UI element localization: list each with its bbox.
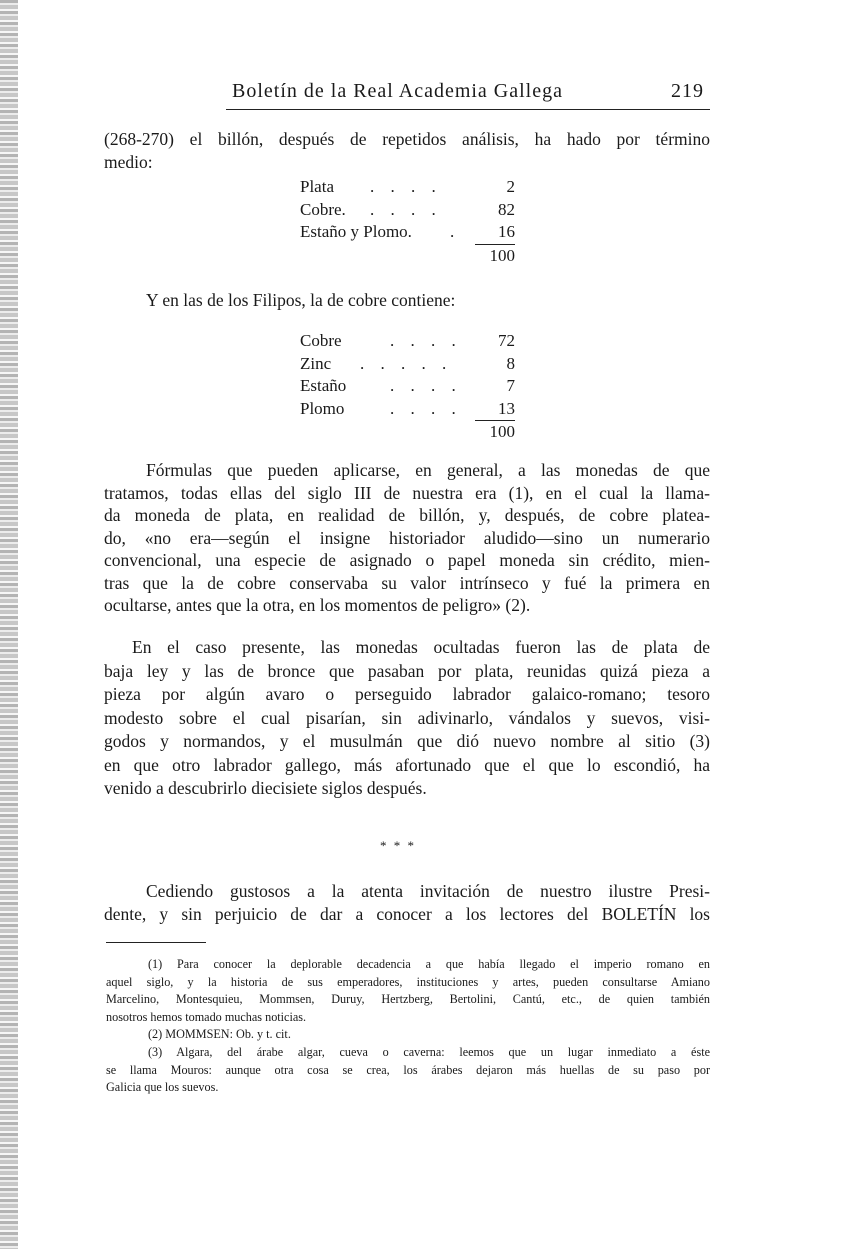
text-line: ocultarse, antes que la otra, en los momentos de peligro» (2). bbox=[104, 595, 531, 615]
running-header bbox=[232, 80, 710, 103]
transition-text: Y en las de los Filipos, la de cobre contiene: bbox=[146, 290, 456, 310]
row-value: 16 bbox=[498, 222, 515, 241]
paragraph-1 bbox=[104, 459, 710, 617]
text-line: do, «no era—según el insigne historiador aludido—sino un numerario bbox=[104, 527, 710, 548]
text-line: venido a descubrirlo diecisiete siglos después. bbox=[104, 778, 427, 798]
row-value: 7 bbox=[506, 376, 515, 395]
row-value: 82 bbox=[498, 199, 515, 219]
footnote-line: (1) Para conocer la deplorable decadencia a que había llegado el imperio romano en bbox=[148, 957, 710, 971]
footnote-line: Marcelino, Montesquieu, Mommsen, Duruy, Hertzberg, Bertolini, Cantú, etc., de quien también bbox=[106, 992, 710, 1007]
footnote-line: nosotros hemos tomado muchas noticias. bbox=[106, 1009, 307, 1024]
paragraph-2 bbox=[104, 636, 710, 801]
table-row: Estaño y Plomo. . 16 bbox=[300, 221, 515, 244]
footnote-rule bbox=[106, 942, 206, 943]
table-row: Cobre. . . . . 82 bbox=[300, 199, 515, 222]
text-line: Fórmulas que pueden aplicarse, en general, a las monedas de que bbox=[146, 460, 710, 480]
text-line: pieza por algún avaro o perseguido labrador galaico-romano; tesoro bbox=[104, 684, 710, 704]
text-line: da moneda de plata, en realidad de billón, y, después, de cobre platea- bbox=[104, 505, 710, 525]
section-separator-asterisks: * * * bbox=[380, 838, 416, 853]
text-line: tratamos, todas ellas del siglo III de nuestra era (1), en el cual la llama- bbox=[104, 482, 710, 503]
row-label: Zinc bbox=[300, 353, 332, 373]
row-label: Estaño y Plomo. bbox=[300, 222, 412, 241]
row-value: 8 bbox=[506, 353, 515, 373]
text-line: en que otro labrador gallego, más afortunado que el que lo escondió, ha bbox=[104, 754, 710, 775]
text-line: Cediendo gustosos a la atenta invitación de nuestro ilustre Presi- bbox=[146, 881, 710, 901]
row-label: Estaño bbox=[300, 376, 347, 395]
row-label: Cobre. bbox=[300, 199, 346, 219]
row-value: 72 bbox=[498, 331, 515, 350]
page-number: 219 bbox=[671, 80, 704, 102]
row-value: 2 bbox=[506, 177, 515, 196]
text-line: dente, y sin perjuicio de dar a conocer a los lectores del BOLETÍN los bbox=[104, 903, 710, 924]
header-rule bbox=[226, 109, 710, 110]
composition-table-1 bbox=[300, 176, 515, 267]
footnote-line: (3) Algara, del árabe algar, cueva o caverna: leemos que un lugar inmediato a éste bbox=[148, 1044, 710, 1059]
table-total: 100 bbox=[489, 422, 515, 441]
table-row: Plomo . . . . 13 bbox=[300, 398, 515, 421]
footnote-line: aquel siglo, y la historia de sus emperadores, instituciones y artes, pueden consultarse Amiano bbox=[106, 974, 710, 989]
text-line: modesto sobre el cual pisarían, sin adivinarlo, vándalos y suevos, visi- bbox=[104, 707, 710, 728]
text-line: convencional, una especie de asignado o papel moneda sin crédito, mien- bbox=[104, 550, 710, 570]
text-line: tras que la de cobre conservaba su valor intrínseco y fué la primera en bbox=[104, 572, 710, 593]
footnote-line: se llama Mouros: aunque otra cosa se crea, los árabes dejaron más huellas de su paso por bbox=[106, 1062, 710, 1077]
paragraph-3 bbox=[104, 880, 710, 925]
text-line: godos y normandos, y el musulmán que dió nuevo nombre al sitio (3) bbox=[104, 731, 710, 751]
table-row: Estaño . . . . 7 bbox=[300, 375, 515, 398]
table-row: Zinc . . . . . 8 bbox=[300, 353, 515, 376]
table-total: 100 bbox=[489, 245, 515, 265]
table-row: Cobre . . . . 72 bbox=[300, 330, 515, 353]
row-label: Cobre bbox=[300, 331, 342, 350]
intro-text bbox=[104, 128, 710, 173]
text-line: medio: bbox=[104, 151, 153, 172]
row-value: 13 bbox=[498, 398, 515, 418]
row-label: Plata bbox=[300, 177, 334, 196]
row-label: Plomo bbox=[300, 398, 345, 418]
header-title: Boletín de la Real Academia Gallega bbox=[232, 80, 563, 102]
composition-table-2 bbox=[300, 330, 515, 443]
table-row: Plata . . . . 2 bbox=[300, 176, 515, 199]
text-line: baja ley y las de bronce que pasaban por plata, reunidas quizá pieza a bbox=[104, 660, 710, 681]
text-line: En el caso presente, las monedas ocultadas fueron las de plata de bbox=[132, 637, 710, 657]
footnote-line: Galicia que los suevos. bbox=[106, 1080, 219, 1095]
footnote-line: (2) MOMMSEN: Ob. y t. cit. bbox=[148, 1027, 291, 1042]
footnotes bbox=[106, 956, 710, 1097]
scan-edge-shadow bbox=[0, 0, 18, 1249]
text-line: (268-270) el billón, después de repetidos análisis, ha hado por término bbox=[104, 129, 710, 149]
